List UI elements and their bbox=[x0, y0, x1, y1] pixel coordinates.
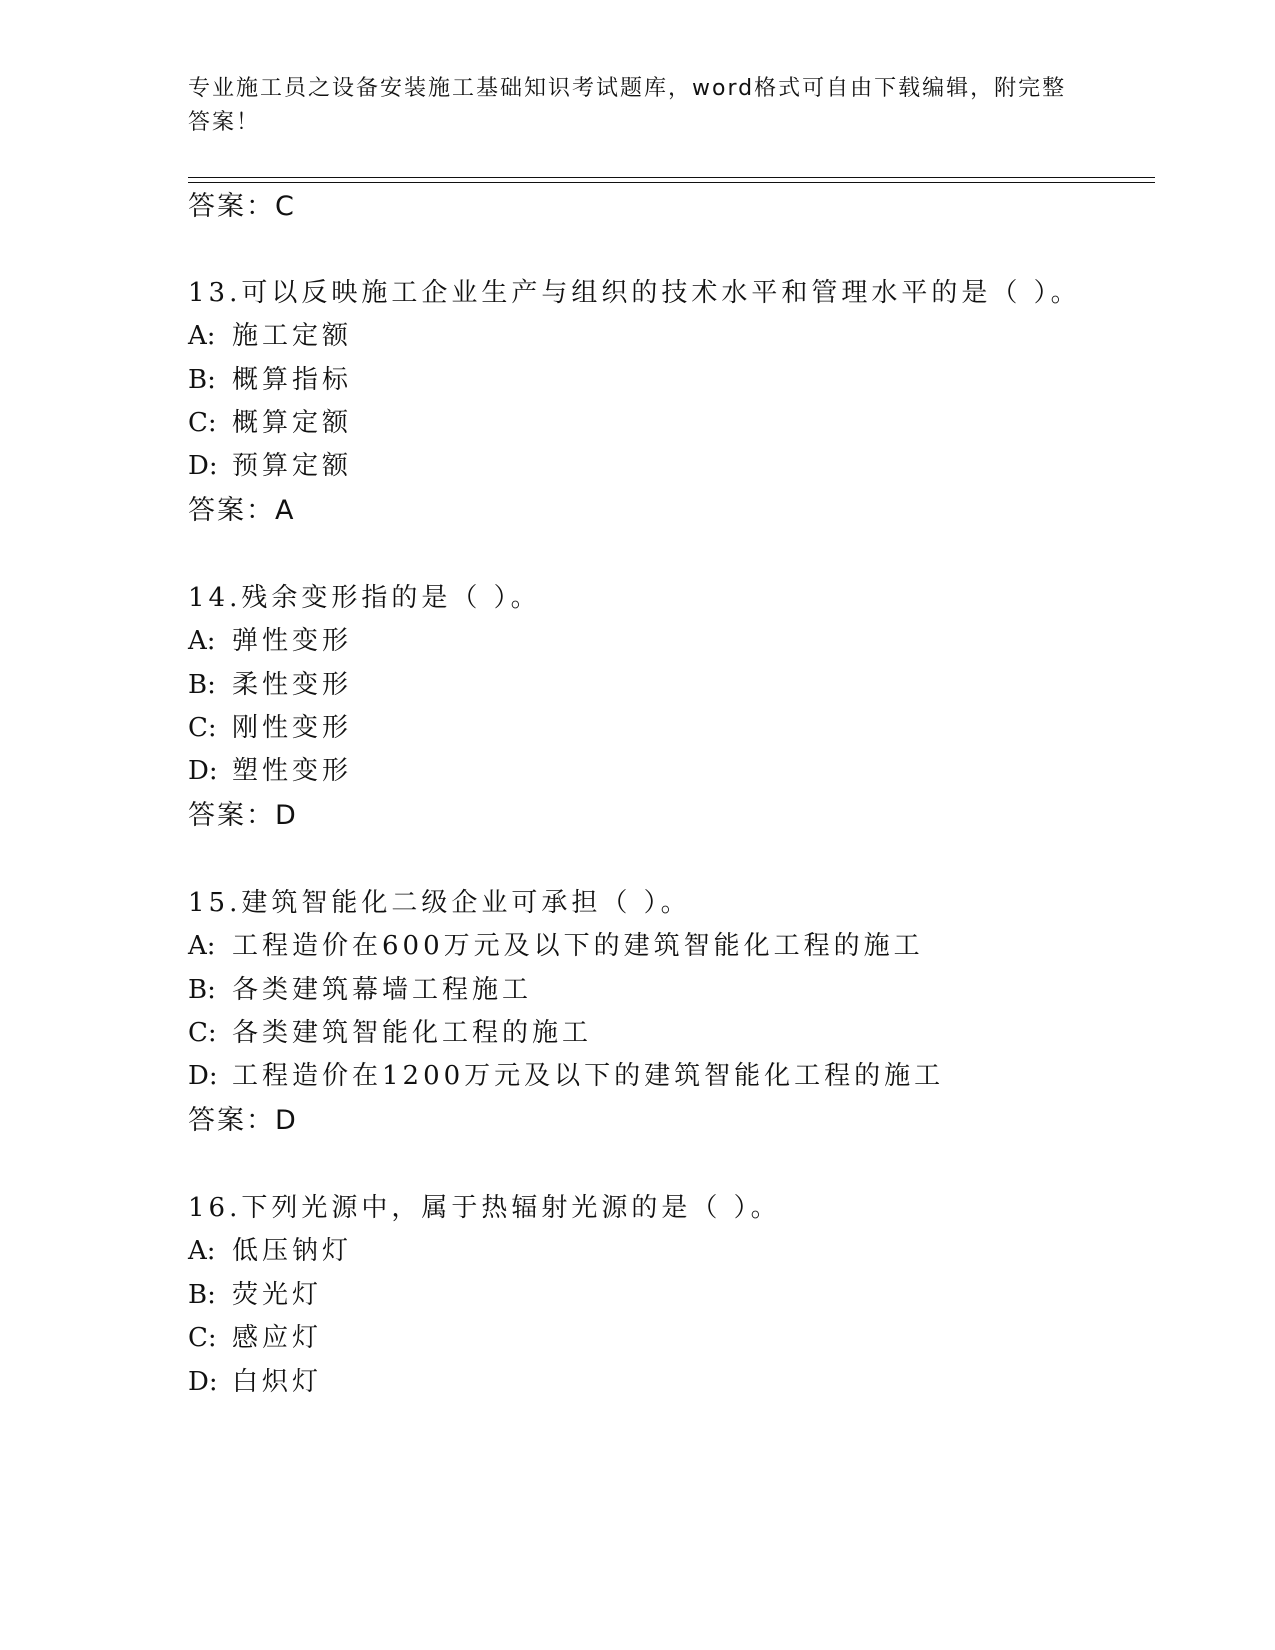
option-text: 工程造价在1200万元及以下的建筑智能化工程的施工 bbox=[232, 1061, 945, 1091]
option-label: D: bbox=[188, 1061, 218, 1091]
option-label: C: bbox=[188, 1323, 217, 1353]
question-16-option-d bbox=[188, 1365, 322, 1399]
question-15-option-d bbox=[188, 1059, 944, 1093]
question-15-stem: 15.建筑智能化二级企业可承担（ ）。 bbox=[188, 888, 691, 918]
option-text: 塑性变形 bbox=[232, 756, 353, 786]
option-text: 刚性变形 bbox=[232, 713, 353, 743]
option-label: C: bbox=[188, 713, 217, 743]
option-label: C: bbox=[188, 1018, 217, 1048]
option-label: A: bbox=[188, 931, 216, 961]
option-label: B: bbox=[188, 365, 216, 395]
answer-q15: 答案：D bbox=[188, 1105, 298, 1136]
question-13-option-c bbox=[188, 406, 352, 440]
option-label: A: bbox=[188, 321, 216, 351]
option-text: 预算定额 bbox=[232, 451, 353, 481]
question-15-option-c bbox=[188, 1016, 592, 1050]
header-rule-top bbox=[188, 177, 1155, 178]
option-label: A: bbox=[188, 1236, 216, 1266]
question-14-option-a bbox=[188, 624, 352, 658]
option-label: D: bbox=[188, 1367, 218, 1397]
answer-q14: 答案：D bbox=[188, 800, 298, 831]
question-14-option-b bbox=[188, 668, 352, 702]
option-text: 低压钠灯 bbox=[232, 1236, 353, 1266]
question-15-option-b bbox=[188, 973, 532, 1007]
option-text: 荧光灯 bbox=[232, 1280, 323, 1310]
question-16-option-a bbox=[188, 1234, 352, 1268]
question-13-stem: 13.可以反映施工企业生产与组织的技术水平和管理水平的是（ ）。 bbox=[188, 278, 1081, 308]
option-label: B: bbox=[188, 1280, 216, 1310]
option-label: B: bbox=[188, 975, 216, 1005]
option-text: 感应灯 bbox=[232, 1323, 323, 1353]
question-16-option-b bbox=[188, 1278, 322, 1312]
header-rule-bottom bbox=[188, 182, 1155, 183]
option-text: 弹性变形 bbox=[232, 626, 353, 656]
option-text: 概算指标 bbox=[232, 365, 353, 395]
question-14-stem: 14.残余变形指的是（ ）。 bbox=[188, 583, 541, 613]
option-label: D: bbox=[188, 451, 218, 481]
option-label: B: bbox=[188, 670, 216, 700]
option-text: 概算定额 bbox=[232, 408, 353, 438]
answer-q13: 答案：A bbox=[188, 495, 296, 526]
question-13-option-d bbox=[188, 449, 352, 483]
option-label: C: bbox=[188, 408, 217, 438]
answer-q12: 答案：C bbox=[188, 191, 296, 222]
option-text: 工程造价在600万元及以下的建筑智能化工程的施工 bbox=[232, 931, 924, 961]
question-16-option-c bbox=[188, 1321, 322, 1355]
question-14-option-d bbox=[188, 754, 352, 788]
question-15-option-a bbox=[188, 929, 924, 963]
question-16-stem: 16.下列光源中，属于热辐射光源的是（ ）。 bbox=[188, 1193, 781, 1223]
question-14-option-c bbox=[188, 711, 352, 745]
option-label: A: bbox=[188, 626, 216, 656]
option-text: 施工定额 bbox=[232, 321, 353, 351]
option-text: 白炽灯 bbox=[232, 1367, 323, 1397]
question-13-option-b bbox=[188, 363, 352, 397]
document-header: 专业施工员之设备安装施工基础知识考试题库，word格式可自由下载编辑，附完整答案！ bbox=[188, 76, 1067, 135]
option-text: 各类建筑幕墙工程施工 bbox=[232, 975, 533, 1005]
question-13-option-a bbox=[188, 319, 352, 353]
option-label: D: bbox=[188, 756, 218, 786]
option-text: 柔性变形 bbox=[232, 670, 353, 700]
option-text: 各类建筑智能化工程的施工 bbox=[232, 1018, 593, 1048]
